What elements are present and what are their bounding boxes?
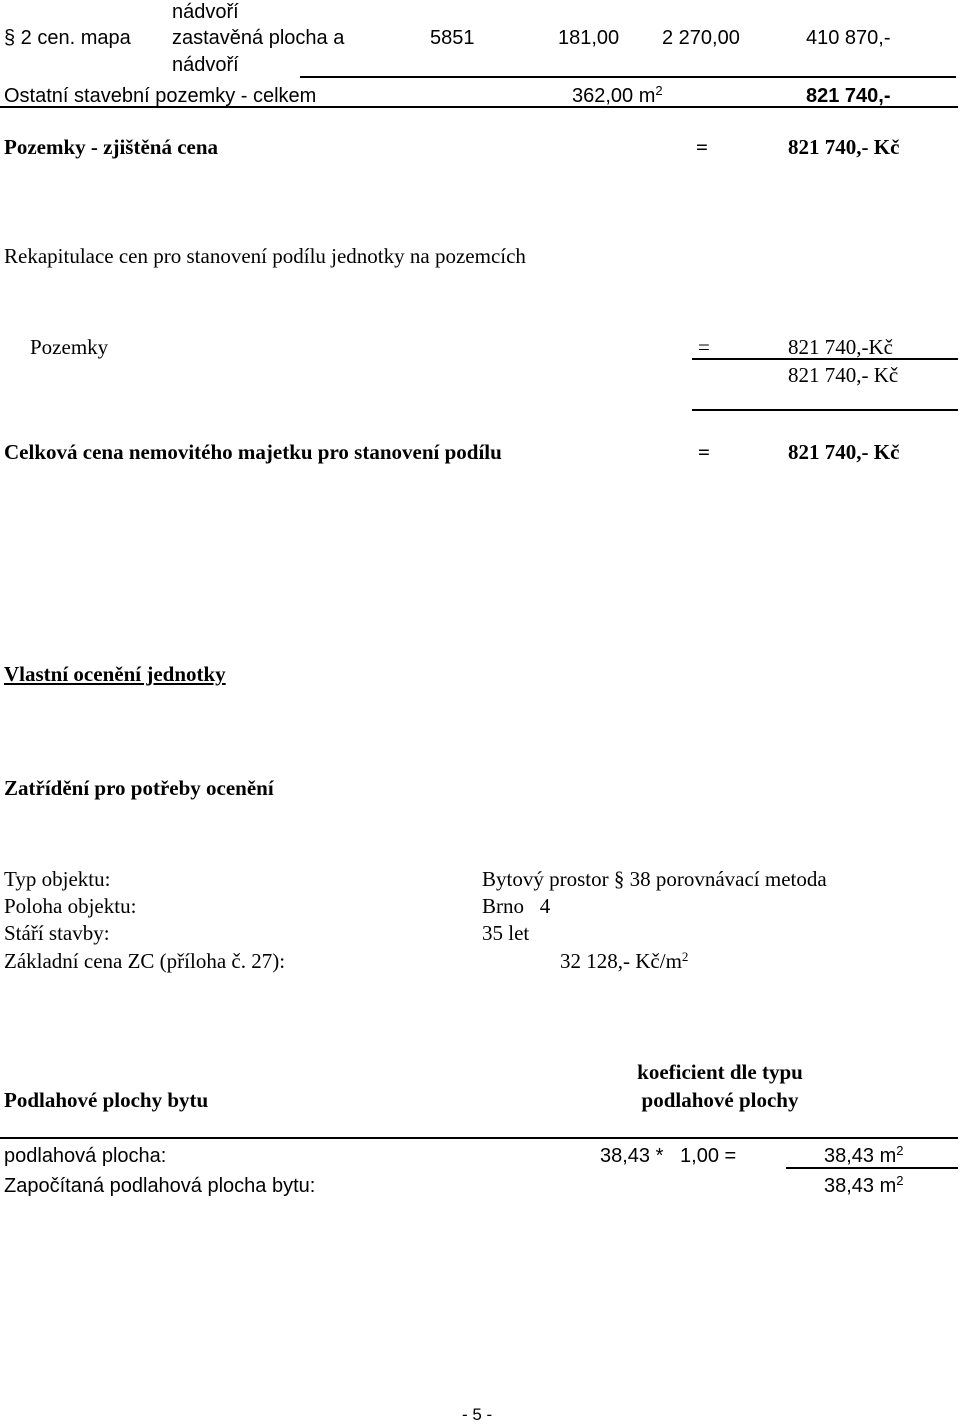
recap-sum-value: 821 740,- Kč — [788, 363, 899, 387]
subtotal-area: 362,00 $m^2$ — [572, 83, 663, 107]
section-label: § 2 cen. mapa — [4, 27, 131, 49]
building-age-value: 35 let — [482, 921, 530, 945]
rule-recap-2 — [692, 409, 958, 411]
object-type-value: Bytový prostor § 38 porovnávací metoda — [482, 867, 827, 891]
valuation-heading: Vlastní ocenění jednotky — [4, 662, 226, 686]
base-price-label: Základní cena ZC (příloha č. 27): — [4, 949, 286, 973]
object-type-label: Typ objektu: — [4, 867, 111, 891]
land-price-label: Pozemky - zjištěná cena — [4, 135, 219, 159]
recap-land-value: 821 740,-Kč — [788, 335, 893, 359]
unit-price: 2 270,00 — [662, 27, 740, 49]
recap-total-value: 821 740,- Kč — [788, 440, 900, 464]
land-price-eq: = — [696, 135, 708, 159]
land-type-line2: zastavěná plocha a — [172, 27, 345, 49]
floor-area-label: podlahová plocha: — [4, 1145, 167, 1167]
counted-area-label: Započítaná podlahová plocha bytu: — [4, 1175, 316, 1197]
floor-area-value: 38,43 $m^2$ — [824, 1143, 904, 1167]
subtotal-label: Ostatní stavební pozemky - celkem — [4, 85, 317, 107]
recap-land-eq: = — [698, 335, 710, 359]
rule-top — [300, 76, 956, 78]
floor-area-calc: 38,43 * 1,00 = — [600, 1145, 737, 1167]
building-age-label: Stáří stavby: — [4, 921, 110, 945]
recap-land-label: Pozemky — [30, 335, 109, 359]
rule-subtotal — [0, 106, 958, 108]
rule-floor-header — [0, 1137, 958, 1139]
land-type-line1: nádvoří — [172, 1, 239, 23]
location-label: Poloha objektu: — [4, 894, 137, 918]
classification-heading: Zatřídění pro potřeby ocenění — [4, 776, 274, 800]
rule-recap-1 — [692, 358, 958, 360]
page-number: - 5 - — [462, 1405, 493, 1424]
subtotal-price: 821 740,- — [806, 85, 891, 107]
coef-header-line1: koeficient dle typu — [637, 1060, 803, 1084]
parcel-area: 181,00 — [558, 27, 620, 49]
recap-heading: Rekapitulace cen pro stanovení podílu jednotky na pozemcích — [4, 244, 526, 268]
land-type-line3: nádvoří — [172, 54, 239, 76]
parcel-price: 410 870,- — [806, 27, 891, 49]
rule-floor-row — [786, 1167, 958, 1169]
recap-total-eq: = — [698, 440, 710, 464]
coef-header-line2: podlahové plochy — [641, 1088, 799, 1112]
floor-col-header: Podlahové plochy bytu — [4, 1088, 209, 1112]
base-price-value: 32 128,- $Kč/m^2$ — [560, 949, 689, 973]
land-price-value: 821 740,- Kč — [788, 135, 900, 159]
parcel-number: 5851 — [430, 27, 475, 49]
recap-total-label: Celková cena nemovitého majetku pro stanovení podílu — [4, 440, 502, 464]
counted-area-value: 38,43 $m^2$ — [824, 1173, 904, 1197]
location-value: Brno 4 — [482, 894, 551, 918]
